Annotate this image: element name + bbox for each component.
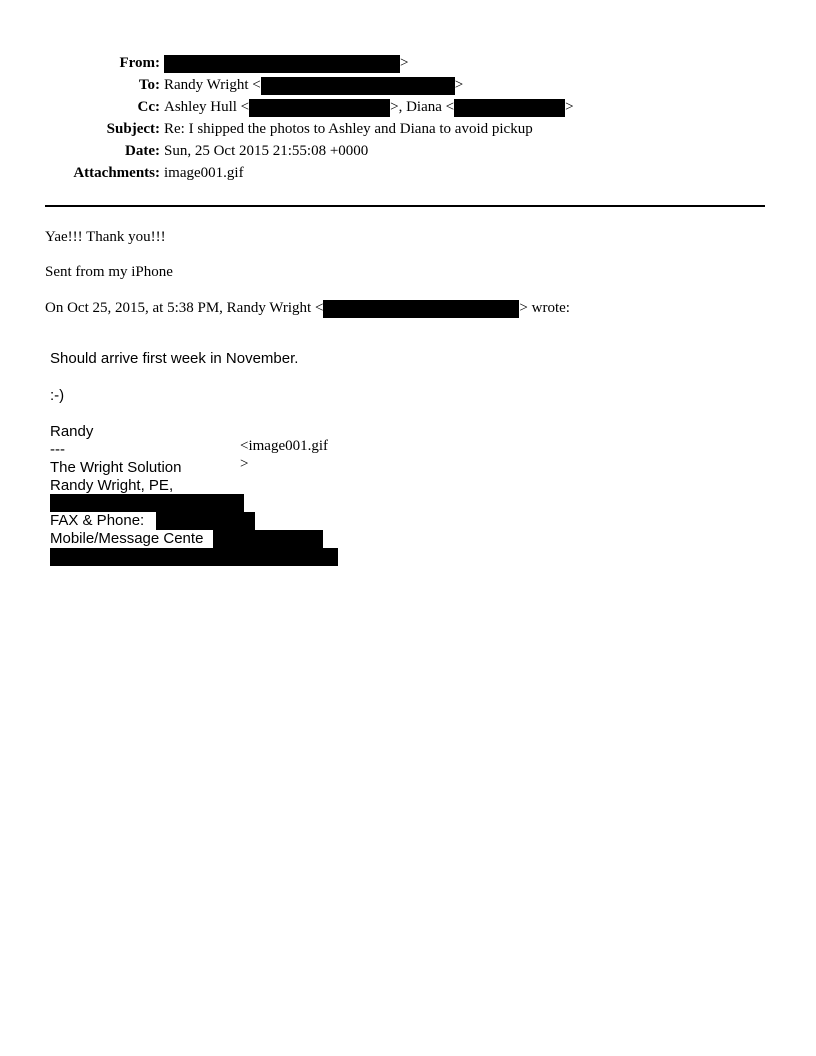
body-line-thanks: Yae!!! Thank you!!!: [45, 229, 166, 245]
fax-label: FAX & Phone:: [50, 512, 145, 529]
sig-fax: [50, 512, 144, 530]
header-cc-row: [0, 97, 816, 117]
cc-label: Cc:: [137, 99, 160, 115]
redaction-box: [261, 77, 455, 95]
redaction-box: [156, 512, 255, 530]
cc-mid: >, Diana <: [390, 99, 455, 115]
to-label: To:: [138, 77, 160, 93]
quoted-line-arrival: Should arrive first week in November.: [50, 350, 299, 367]
header-to-row: [0, 75, 816, 95]
from-label: From:: [119, 55, 160, 71]
header-date-row: [0, 141, 816, 161]
header-attachments-row: [0, 163, 816, 183]
from-suffix: >: [400, 55, 409, 71]
cc-value: [164, 97, 574, 117]
header-subject-row: [0, 119, 816, 139]
sig-title: Randy Wright, PE,: [50, 477, 174, 494]
attachments-label: Attachments:: [73, 165, 160, 181]
inline-attachment-name: <image001.gif: [240, 438, 329, 454]
redaction-box: [249, 99, 390, 117]
redaction-box: [50, 494, 244, 512]
header-divider: [45, 205, 765, 207]
from-value: [164, 53, 408, 73]
redaction-box: [454, 99, 565, 117]
cc-prefix: Ashley Hull <: [164, 99, 250, 115]
body-line-signature: Sent from my iPhone: [45, 264, 173, 280]
quoted-line-smiley: :-): [50, 387, 65, 404]
date-value: Sun, 25 Oct 2015 21:55:08 +0000: [164, 143, 369, 159]
redaction-box: [164, 55, 400, 73]
sig-name: Randy: [50, 423, 94, 440]
sig-separator: ---: [50, 441, 65, 458]
mobile-label: Mobile/Message Cente: [50, 530, 204, 547]
attachments-value: image001.gif: [164, 165, 244, 181]
redaction-box: [50, 548, 338, 566]
quote-intro-prefix: On Oct 25, 2015, at 5:38 PM, Randy Wright <: [45, 300, 324, 316]
inline-attachment: [240, 437, 328, 473]
quote-intro: [45, 298, 570, 318]
redaction-box: [213, 530, 323, 548]
to-prefix: Randy Wright <: [164, 77, 261, 93]
subject-value: Re: I shipped the photos to Ashley and Diana to avoid pickup: [164, 121, 533, 137]
to-value: [164, 75, 463, 95]
redaction-box: [323, 300, 519, 318]
header-from-row: [0, 53, 816, 73]
sig-mobile: [50, 530, 203, 548]
to-suffix: >: [454, 77, 464, 93]
cc-suffix: >: [565, 99, 574, 115]
inline-attachment-close: >: [240, 456, 249, 472]
subject-label: Subject:: [106, 121, 160, 137]
sig-company: The Wright Solution: [50, 459, 182, 476]
date-label: Date:: [125, 143, 160, 159]
quote-intro-suffix: > wrote:: [519, 300, 570, 316]
